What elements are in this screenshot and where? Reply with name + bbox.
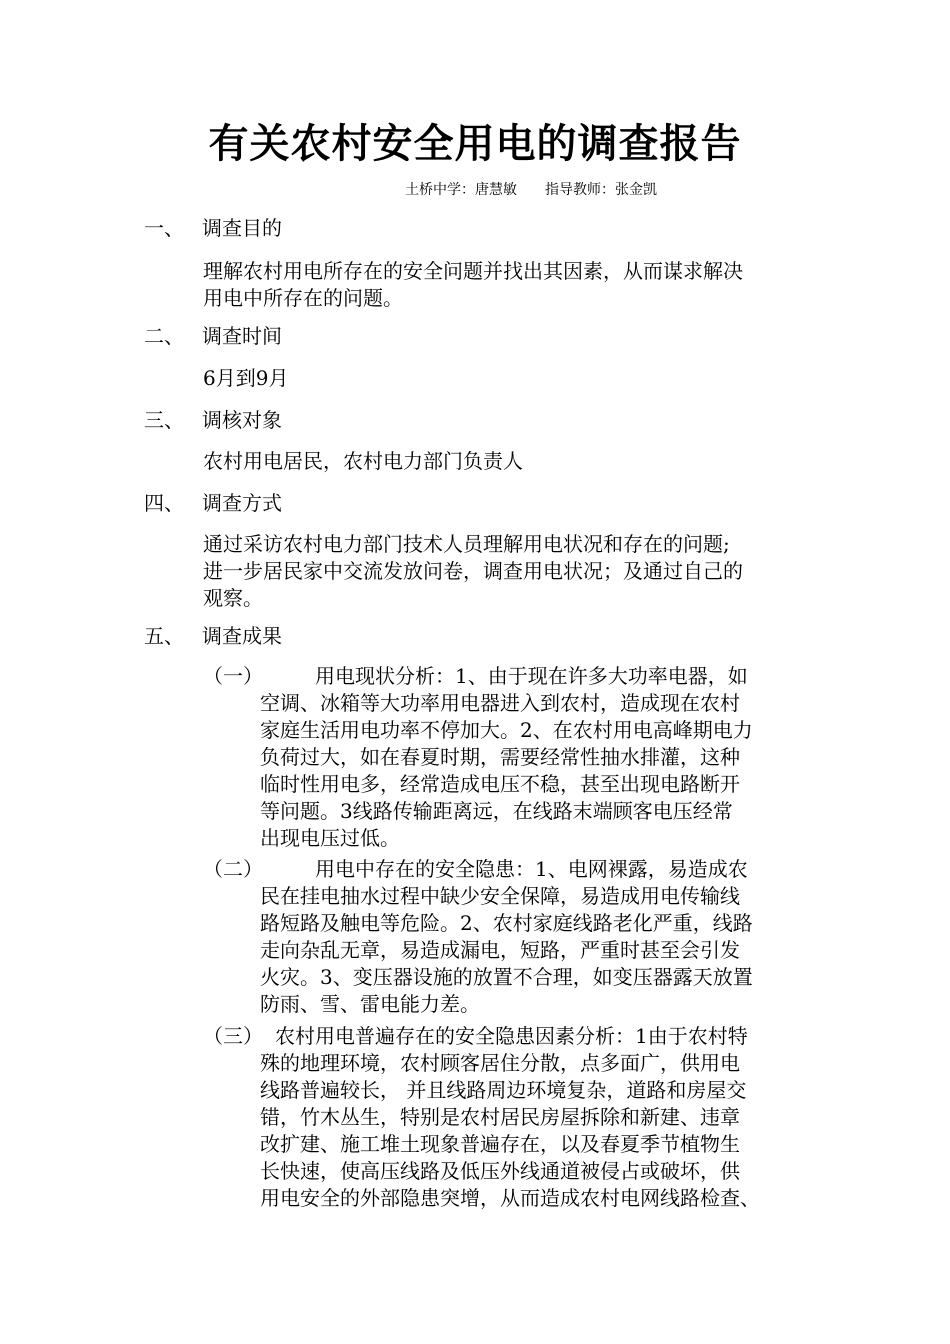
result-item-3	[203, 1023, 843, 1212]
item-line: 线路普遍较长， 并且线路周边环境复杂，道路和房屋交	[260, 1078, 747, 1102]
item-label: （三）	[203, 1024, 263, 1048]
section-body-2	[203, 365, 813, 392]
item-line: 出现电压过低。	[260, 826, 400, 850]
section-heading-5	[144, 622, 282, 650]
section-number: 五、	[144, 624, 184, 648]
document-title: 有关农村安全用电的调查报告	[208, 121, 742, 167]
item-line: 临时性用电多，经常造成电压不稳，甚至出现电路断开	[260, 772, 740, 796]
item-line: 等问题。3线路传输距离远，在线路末端顾客电压经常	[260, 799, 733, 823]
body-line: 进一步居民家中交流发放问卷，调查用电状况；及通过自己的	[203, 559, 743, 583]
section-number: 四、	[144, 491, 184, 515]
section-title: 调查目的	[202, 216, 282, 240]
section-heading-4	[144, 489, 282, 517]
section-title: 调查时间	[202, 324, 282, 348]
item-line: 错，竹木丛生，特别是农村居民房屋拆除和新建、违章	[260, 1105, 740, 1129]
item-label: （二）	[203, 857, 263, 881]
item-line: 防雨、雪、雷电能力差。	[260, 992, 480, 1016]
item-line: 负荷过大，如在春夏时期，需要经常性抽水排灌，这种	[260, 745, 740, 769]
author-line: 土桥中学：唐慧敏 指导教师：张金凯	[405, 182, 657, 198]
item-line: 路短路及触电等危险。2、农村家庭线路老化严重，线路	[260, 911, 753, 935]
item-line: 殊的地理环境，农村顾客居住分散，点多面广，供用电	[260, 1051, 740, 1075]
item-line: 农村用电普遍存在的安全隐患因素分析：1由于农村特	[275, 1024, 748, 1048]
body-line: 农村用电居民，农村电力部门负责人	[203, 449, 523, 473]
body-line: 用电中所存在的问题。	[203, 286, 403, 310]
section-heading-1	[144, 214, 282, 242]
item-line: 用电安全的外部隐患突增，从而造成农村电网线路检查、	[260, 1186, 760, 1210]
item-line: 长快速，使高压线路及低压外线通道被侵占或破坏，供	[260, 1159, 740, 1183]
section-body-3	[203, 448, 813, 475]
item-line: 用电中存在的安全隐患：1、电网裸露，易造成农	[315, 857, 748, 881]
body-line: 6月到9月	[203, 366, 289, 390]
item-line: 走向杂乱无章，易造成漏电，短路，严重时甚至会引发	[260, 938, 740, 962]
item-line: 民在挂电抽水过程中缺少安全保障，易造成用电传输线	[260, 884, 740, 908]
section-title: 调查方式	[202, 491, 282, 515]
result-item-1	[203, 663, 813, 852]
section-title: 调核对象	[202, 408, 282, 432]
item-line: 空调、冰箱等大功率用电器进入到农村，造成现在农村	[260, 691, 740, 715]
section-body-4	[203, 531, 813, 612]
item-line: 改扩建、施工堆土现象普遍存在，以及春夏季节植物生	[260, 1132, 740, 1156]
section-body-1	[203, 258, 813, 312]
item-line: 用电现状分析：1、由于现在许多大功率电器，如	[315, 664, 748, 688]
body-line: 观察。	[203, 586, 263, 610]
section-number: 三、	[144, 408, 184, 432]
item-line: 火灾。3、变压器设施的放置不合理，如变压器露天放置	[260, 965, 753, 989]
item-line: 家庭生活用电功率不停加大。2、在农村用电高峰期电力	[260, 718, 753, 742]
body-line: 通过采访农村电力部门技术人员理解用电状况和存在的问题;	[203, 532, 730, 556]
body-line: 理解农村用电所存在的安全问题并找出其因素，从而谋求解决	[203, 259, 743, 283]
section-heading-2	[144, 322, 282, 350]
section-number: 二、	[144, 324, 184, 348]
section-number: 一、	[144, 216, 184, 240]
section-heading-3	[144, 406, 282, 434]
section-title: 调查成果	[202, 624, 282, 648]
item-label: （一）	[203, 664, 263, 688]
result-item-2	[203, 856, 813, 1018]
